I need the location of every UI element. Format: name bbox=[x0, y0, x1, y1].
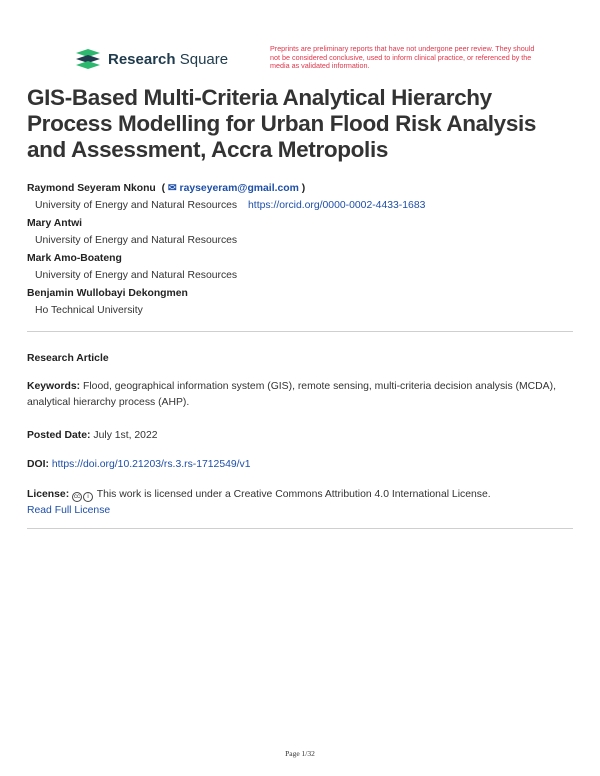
article-type bbox=[27, 351, 577, 367]
author-email-link[interactable] bbox=[168, 183, 299, 194]
author-affiliation: University of Energy and Natural Resources bbox=[35, 235, 238, 246]
attribution-icon: i bbox=[83, 492, 93, 502]
author-affiliation: University of Energy and Natural Resources bbox=[35, 270, 238, 281]
author-name bbox=[27, 180, 577, 197]
article-type-text: Research Article bbox=[27, 353, 109, 364]
preprint-disclaimer: Preprints are preliminary reports that have not undergone peer review. They should not be considered conclusive, used to inform clinical practice, or referenced by the media as validated information. bbox=[270, 44, 535, 71]
doi-label: DOI: bbox=[27, 459, 49, 470]
email-close-paren: ) bbox=[301, 183, 306, 194]
author-affiliation: Ho Technical University bbox=[35, 305, 143, 316]
paper-title: GIS-Based Multi-Criteria Analytical Hierarchy Process Modelling for Urban Flood Risk Analysis and Assessment, Accra Metropolis bbox=[27, 85, 537, 162]
logo-text-research: Research bbox=[108, 50, 176, 68]
author-list bbox=[27, 180, 577, 320]
license-label: License: bbox=[27, 489, 70, 500]
divider bbox=[27, 528, 573, 529]
license bbox=[27, 487, 577, 519]
doi-link[interactable]: https://doi.org/10.21203/rs.3.rs-1712549/v1 bbox=[51, 459, 251, 470]
keywords-text: Flood, geographical information system (GIS), remote sensing, multi-criteria decision analysis (MCDA), analytical hierarchy process (AHP). bbox=[27, 381, 556, 408]
email-open-paren: ( bbox=[161, 183, 166, 194]
author-affiliation bbox=[35, 197, 577, 215]
keywords-label: Keywords: bbox=[27, 381, 81, 392]
read-full-license-link[interactable]: Read Full License bbox=[27, 505, 111, 516]
author-name: Mary Antwi bbox=[27, 218, 83, 229]
research-square-logo-icon bbox=[74, 47, 102, 71]
keywords bbox=[27, 379, 577, 411]
logo-text bbox=[108, 51, 228, 68]
creative-commons-icon: cc bbox=[74, 494, 81, 500]
posted-date bbox=[27, 428, 577, 444]
author-name-text: Raymond Seyeram Nkonu bbox=[27, 183, 156, 194]
research-square-logo[interactable] bbox=[74, 47, 228, 71]
author-affiliation-text: University of Energy and Natural Resources bbox=[35, 200, 238, 211]
license-text: This work is licensed under a Creative Commons Attribution 4.0 International License. bbox=[96, 489, 491, 500]
posted-date-label: Posted Date: bbox=[27, 430, 91, 441]
logo-text-square: Square bbox=[179, 50, 229, 68]
page-number: Page 1/32 bbox=[285, 749, 315, 758]
author-name: Mark Amo-Boateng bbox=[27, 253, 122, 264]
envelope-icon: ✉ bbox=[167, 183, 177, 194]
author-email: rayseyeram@gmail.com bbox=[179, 183, 299, 194]
orcid-link[interactable]: https://orcid.org/0000-0002-4433-1683 bbox=[248, 200, 426, 211]
posted-date-value: July 1st, 2022 bbox=[93, 430, 158, 441]
divider bbox=[27, 331, 573, 332]
doi bbox=[27, 457, 577, 473]
author-name: Benjamin Wullobayi Dekongmen bbox=[27, 288, 188, 299]
